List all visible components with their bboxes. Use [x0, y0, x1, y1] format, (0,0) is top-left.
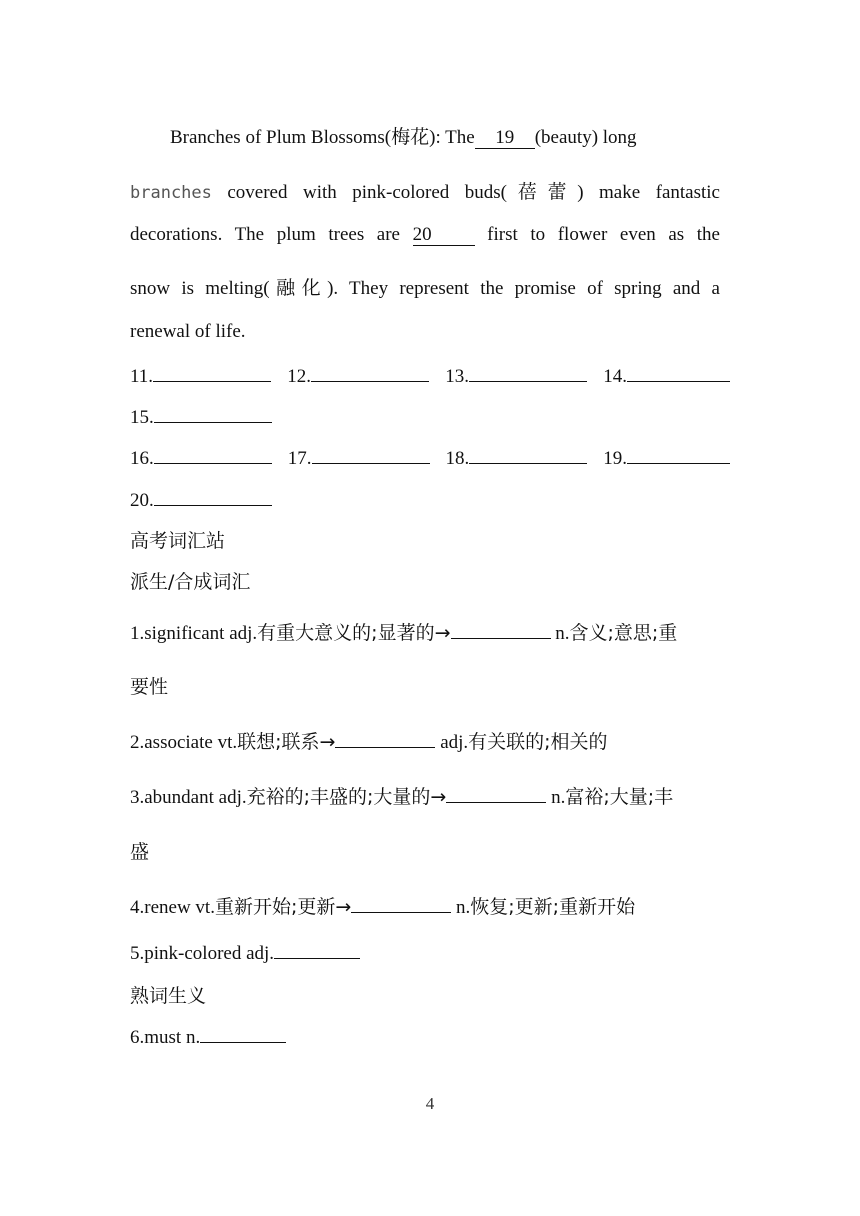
vocab-blank-1[interactable] [451, 620, 551, 639]
section-title: 高考词汇站 [130, 530, 226, 552]
vocab-item-2: 2.associate vt.联想;联系→ adj.有关联的;相关的 [130, 731, 608, 753]
vocab-blank-2[interactable] [335, 729, 435, 748]
vocab-item-6: 6.must n. [130, 1024, 286, 1049]
vocab-item-3-wrap: 盛 [130, 841, 150, 863]
page-number: 4 [425, 1094, 435, 1113]
answer-row-2: 15. [130, 404, 272, 429]
answer-blank-20[interactable] [154, 487, 272, 506]
passage-line-1: Branches of Plum Blossoms(梅花): The 19 (beauty) long [170, 126, 637, 148]
answer-blank-19[interactable] [627, 445, 730, 464]
answer-row-3: 16. 17. 18. 19. [130, 445, 730, 470]
answer-19: 19 [475, 128, 535, 149]
answer-row-4: 20. [130, 487, 272, 512]
vocab-item-3: 3.abundant adj.充裕的;丰盛的;大量的→ n.富裕;大量;丰 [130, 786, 674, 808]
passage-line-3: decorations. The plum trees are 20 first to flower even as the [130, 224, 720, 245]
answer-blank-17[interactable] [312, 445, 430, 464]
answer-blank-14[interactable] [627, 363, 730, 382]
answer-blank-13[interactable] [469, 363, 587, 382]
vocab-item-1: 1.significant adj.有重大意义的;显著的→ n.含义;意思;重 [130, 622, 678, 644]
answer-blank-16[interactable] [154, 445, 272, 464]
answer-blank-18[interactable] [469, 445, 587, 464]
answer-blank-15[interactable] [154, 404, 272, 423]
passage-line-5: renewal of life. [130, 321, 246, 342]
subsection-title-derived: 派生/合成词汇 [130, 571, 251, 593]
answer-20: 20 [413, 225, 475, 246]
answer-row-1: 11. 12. 13. 14. [130, 363, 730, 388]
answer-blank-11[interactable] [153, 363, 271, 382]
vocab-blank-5[interactable] [274, 940, 360, 959]
vocab-blank-4[interactable] [351, 894, 451, 913]
vocab-item-5: 5.pink-colored adj. [130, 940, 360, 965]
vocab-item-4: 4.renew vt.重新开始;更新→ n.恢复;更新;重新开始 [130, 896, 636, 918]
vocab-blank-3[interactable] [446, 784, 546, 803]
subsection-title-new-meaning: 熟词生义 [130, 985, 207, 1007]
answer-blank-12[interactable] [311, 363, 429, 382]
vocab-blank-6[interactable] [200, 1024, 286, 1043]
passage-line-2: branches covered with pink-colored buds(蓓蕾) make fantastic [130, 181, 720, 203]
vocab-item-1-wrap: 要性 [130, 676, 169, 698]
passage-line-4: snow is melting(融化). They represent the promise of spring and a [130, 277, 720, 299]
